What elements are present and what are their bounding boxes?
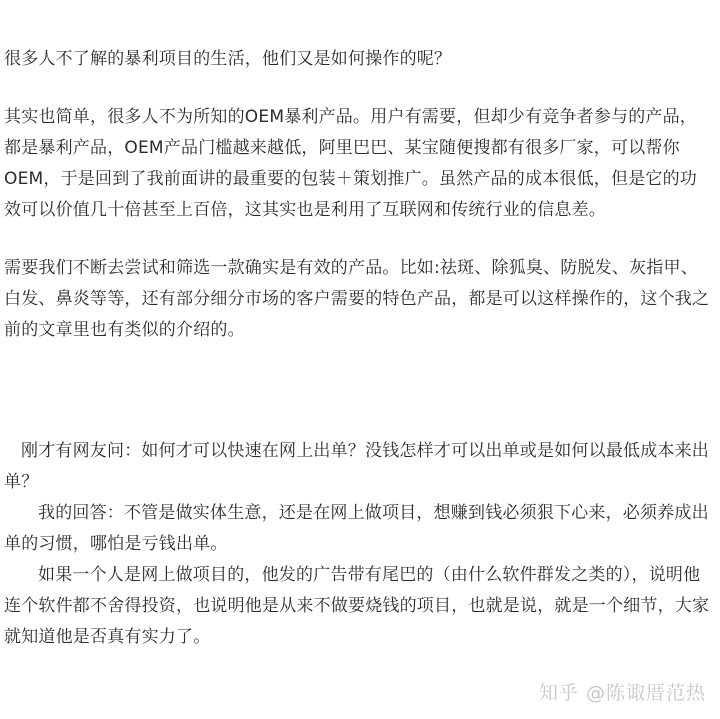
- body-paragraph-oem: 其实也简单，很多人不为所知的OEM暴利产品。用户有需要，但却少有竞争者参与的产品，都是暴利产品，OEM产品门槛越来越低，阿里巴巴、某宝随便搜都有很多厂家，可以帮你OEM，于是回到了我前面讲的最重要的包装＋策划推广。虽然产品的成本很低，但是它的功效可以价值几十倍甚至上百倍，这其实也是利用了互联网和传统行业的信息差。: [4, 107, 697, 220]
- body-paragraph-products: 需要我们不断去尝试和筛选一款确实是有效的产品。比如:祛斑、除狐臭、防脱发、灰指甲、白发、鼻炎等等，还有部分细分市场的客户需要的特色产品，都是可以这样操作的，这个我之前的文章里也有类似的介绍的。: [4, 258, 710, 340]
- answer-paragraph-2: 如果一个人是网上做项目的，他发的广告带有尾巴的（由什么软件群发之类的），说明他连个软件都不舍得投资，也说明他是从来不做要烧钱的项目，也就是说，就是一个细节，大家就知道他是否真有实力了。: [4, 565, 710, 647]
- intro-paragraph: 很多人不了解的暴利项目的生活，他们又是如何操作的呢？: [4, 49, 452, 69]
- question-paragraph: 刚才有网友问：如何才可以快速在网上出单？没钱怎样才可以出单或是如何以最低成本来出单？: [4, 441, 709, 492]
- qa-section: [4, 436, 712, 653]
- article-body: [4, 44, 712, 653]
- zhihu-watermark: 知乎 @陈诹厝范热: [538, 682, 706, 704]
- answer-paragraph-1: 我的回答：不管是做实体生意，还是在网上做项目，想赚到钱必须狠下心来，必须养成出单的习惯，哪怕是亏钱出单。: [4, 503, 709, 554]
